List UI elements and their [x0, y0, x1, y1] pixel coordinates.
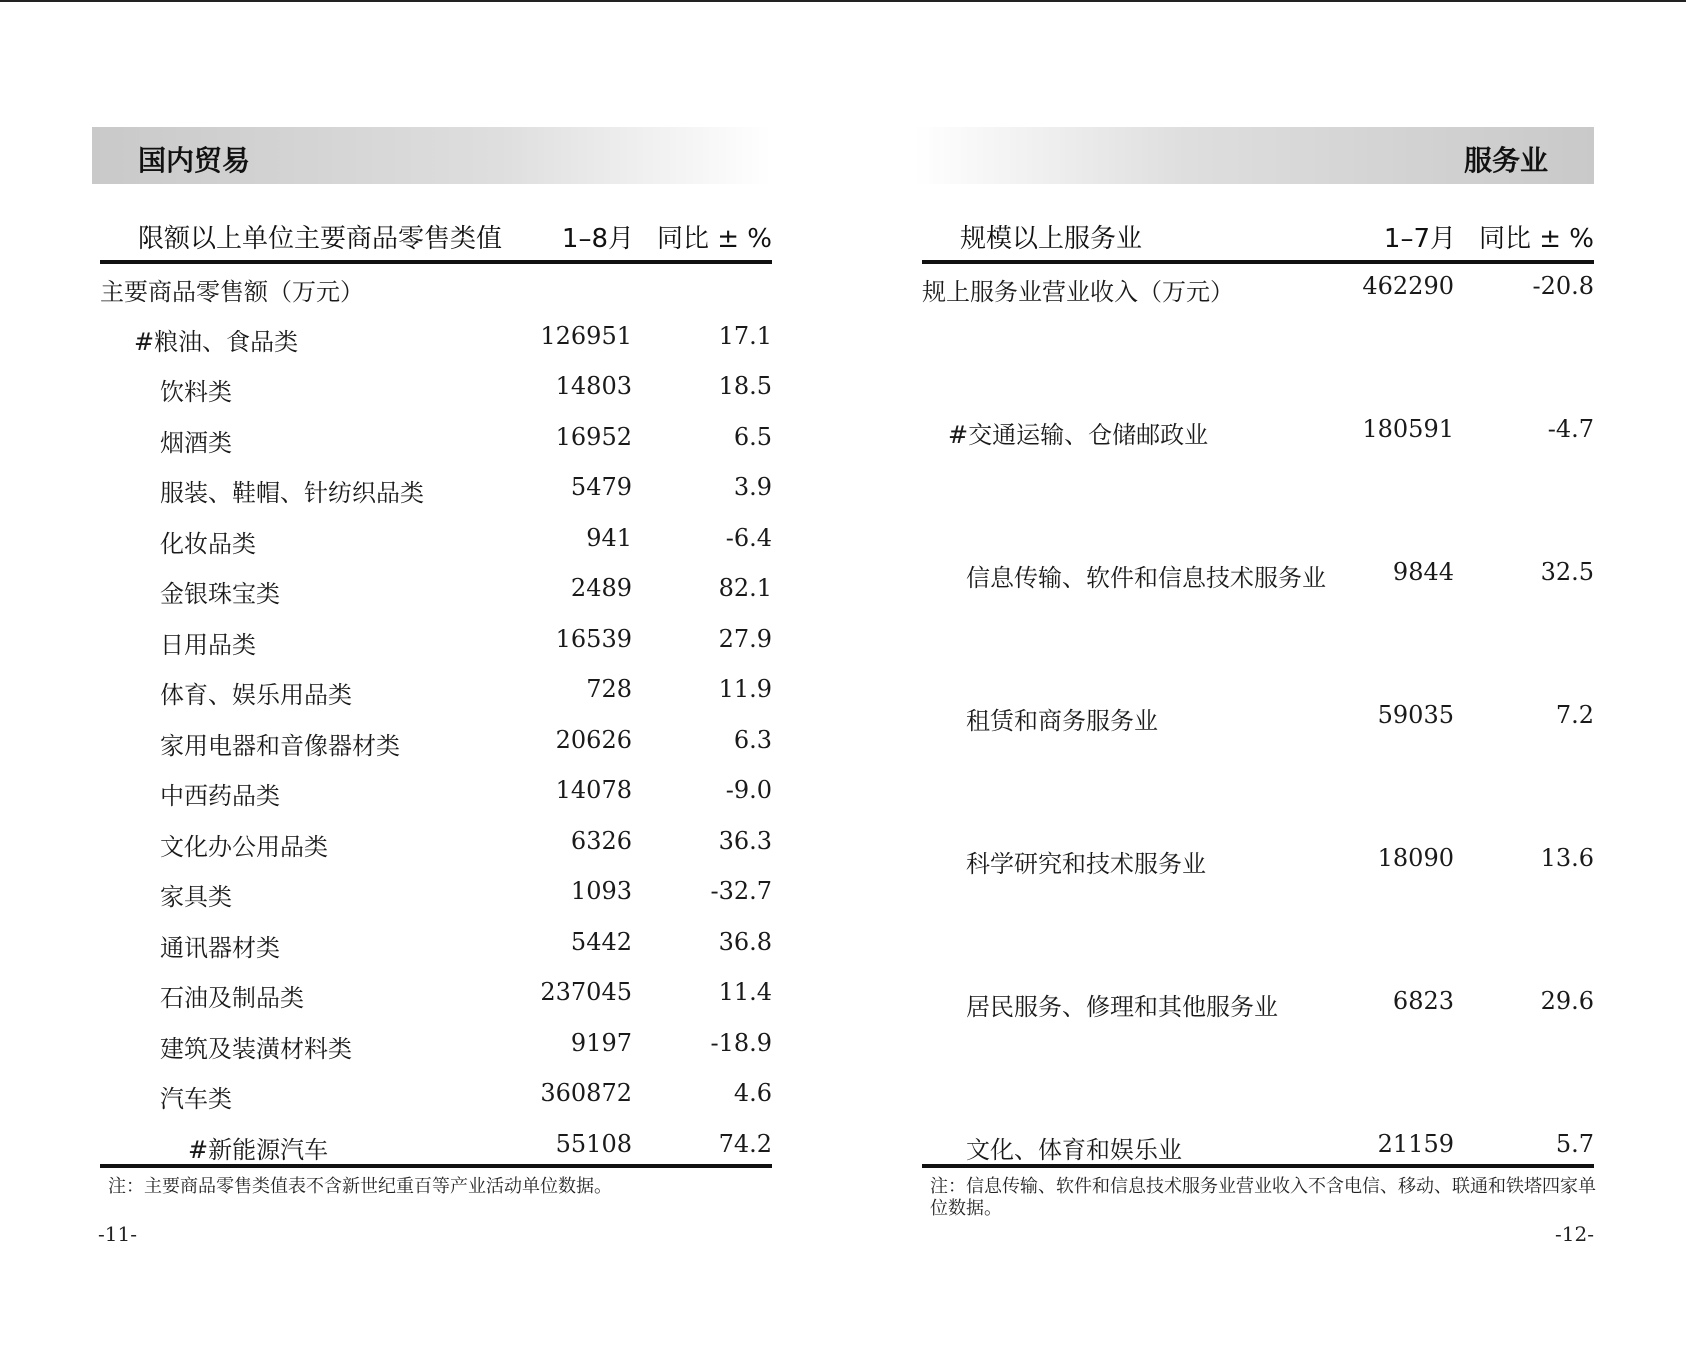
row-value: 9197 [570, 1029, 632, 1057]
row-label: 文化办公用品类 [160, 833, 328, 861]
table-row [100, 970, 772, 1020]
table-row [100, 516, 772, 566]
footnote-left: 注：主要商品零售类值表不含新世纪重百等产业活动单位数据。 [108, 1176, 612, 1197]
table-row [100, 1071, 772, 1121]
table-row [100, 364, 772, 414]
row-yoy: -32.7 [710, 877, 772, 905]
row-yoy: 27.9 [718, 625, 772, 653]
row-value: 462290 [1362, 272, 1454, 300]
page-left [92, 0, 772, 1353]
row-label: 烟酒类 [160, 429, 232, 457]
section-banner-left [92, 127, 772, 184]
section-title-right: 服务业 [1463, 144, 1548, 177]
table-row [100, 869, 772, 919]
row-yoy: 7.2 [1555, 701, 1594, 729]
row-yoy: 4.6 [733, 1079, 772, 1107]
row-yoy: -9.0 [725, 776, 772, 804]
table-header-right [922, 212, 1594, 264]
row-value: 9844 [1392, 558, 1454, 586]
row-yoy: 13.6 [1540, 844, 1594, 872]
row-label: 文化、体育和娱乐业 [966, 1136, 1182, 1164]
table-row [100, 1021, 772, 1071]
row-yoy: -18.9 [710, 1029, 772, 1057]
row-label: 体育、娱乐用品类 [160, 681, 352, 709]
row-label: 规上服务业营业收入（万元） [922, 278, 1234, 306]
row-label: 通讯器材类 [160, 934, 280, 962]
table-row [922, 550, 1594, 600]
row-label: 服装、鞋帽、针纺织品类 [160, 479, 424, 507]
row-yoy: 36.8 [718, 928, 772, 956]
table-row [100, 415, 772, 465]
row-yoy: 11.9 [718, 675, 772, 703]
row-label: #粮油、食品类 [134, 328, 299, 356]
row-yoy: 29.6 [1540, 987, 1594, 1015]
table-row [922, 836, 1594, 886]
row-yoy: 6.3 [733, 726, 772, 754]
table-row [100, 465, 772, 515]
row-yoy: 5.7 [1555, 1130, 1594, 1158]
table-row [100, 819, 772, 869]
row-value: 59035 [1377, 701, 1454, 729]
row-label: 汽车类 [160, 1085, 232, 1113]
row-value: 18090 [1377, 844, 1454, 872]
page-number-right: -12- [1555, 1222, 1594, 1246]
header-yoy: 同比 ± % [1478, 224, 1594, 254]
row-yoy: 74.2 [718, 1130, 772, 1158]
row-yoy: 36.3 [718, 827, 772, 855]
row-yoy: 82.1 [718, 574, 772, 602]
row-value: 14803 [555, 372, 632, 400]
row-value: 5442 [570, 928, 632, 956]
row-value: 16952 [555, 423, 632, 451]
table-bottom-rule-left [100, 1164, 772, 1168]
row-yoy: 18.5 [718, 372, 772, 400]
table-row [922, 693, 1594, 743]
table-row [100, 667, 772, 717]
table-bottom-rule-right [922, 1164, 1594, 1168]
table-row [100, 768, 772, 818]
row-label: 日用品类 [160, 631, 256, 659]
row-value: 360872 [540, 1079, 632, 1107]
row-yoy: 11.4 [718, 978, 772, 1006]
table-row [100, 264, 772, 314]
footnote-right: 注：信息传输、软件和信息技术服务业营业收入不含电信、移动、联通和铁塔四家单位数据。 [930, 1176, 1596, 1219]
row-label: 建筑及装潢材料类 [160, 1035, 352, 1063]
row-label: 信息传输、软件和信息技术服务业 [966, 564, 1326, 592]
row-label: 中西药品类 [160, 782, 280, 810]
row-label: 饮料类 [160, 378, 232, 406]
row-value: 14078 [555, 776, 632, 804]
row-value: 126951 [540, 322, 632, 350]
table-row [100, 920, 772, 970]
page-right [914, 0, 1594, 1353]
table-row [100, 314, 772, 364]
row-value: 5479 [570, 473, 632, 501]
header-label: 规模以上服务业 [960, 224, 1143, 254]
row-label: 主要商品零售额（万元） [100, 278, 364, 306]
row-label: 化妆品类 [160, 530, 256, 558]
table-row [100, 718, 772, 768]
row-label: 家用电器和音像器材类 [160, 732, 400, 760]
row-yoy: 17.1 [718, 322, 772, 350]
row-value: 16539 [555, 625, 632, 653]
row-value: 1093 [570, 877, 632, 905]
row-yoy: 6.5 [733, 423, 772, 451]
row-yoy: 32.5 [1540, 558, 1594, 586]
row-label: #交通运输、仓储邮政业 [948, 421, 1209, 449]
row-value: 55108 [555, 1130, 632, 1158]
row-label: 金银珠宝类 [160, 580, 280, 608]
page-number-left: -11- [98, 1222, 137, 1246]
row-label: #新能源汽车 [188, 1136, 329, 1164]
row-label: 租赁和商务服务业 [966, 707, 1158, 735]
table-row [922, 979, 1594, 1029]
table-header-left [100, 212, 772, 264]
row-value: 6823 [1392, 987, 1454, 1015]
row-value: 180591 [1362, 415, 1454, 443]
header-period: 1–8月 [561, 224, 634, 254]
row-label: 居民服务、修理和其他服务业 [966, 993, 1278, 1021]
row-value: 237045 [540, 978, 632, 1006]
row-label: 家具类 [160, 883, 232, 911]
table-row [100, 566, 772, 616]
row-yoy: -4.7 [1547, 415, 1594, 443]
row-yoy: -20.8 [1532, 272, 1594, 300]
table-row [100, 617, 772, 667]
header-period: 1–7月 [1383, 224, 1456, 254]
row-yoy: 3.9 [733, 473, 772, 501]
row-value: 941 [586, 524, 632, 552]
header-label: 限额以上单位主要商品零售类值 [138, 224, 503, 254]
row-value: 2489 [570, 574, 632, 602]
header-yoy: 同比 ± % [656, 224, 772, 254]
row-value: 728 [586, 675, 632, 703]
row-value: 21159 [1377, 1130, 1454, 1158]
row-value: 6326 [570, 827, 632, 855]
row-value: 20626 [555, 726, 632, 754]
row-label: 科学研究和技术服务业 [966, 850, 1206, 878]
section-title-left: 国内贸易 [138, 144, 251, 177]
table-row [922, 264, 1594, 314]
row-label: 石油及制品类 [160, 984, 304, 1012]
row-yoy: -6.4 [725, 524, 772, 552]
section-banner-right [914, 127, 1594, 184]
table-row [922, 407, 1594, 457]
